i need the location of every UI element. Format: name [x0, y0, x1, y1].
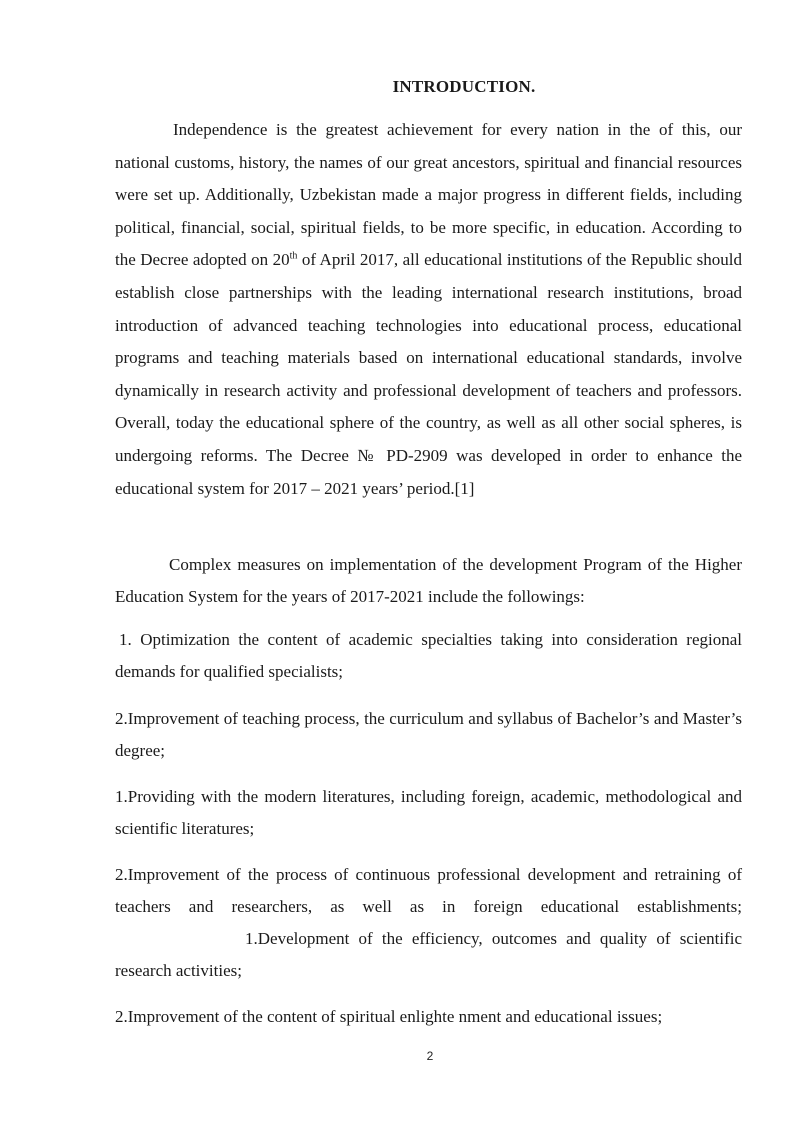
list-item: 1.Providing with the modern literatures, including foreign, academic, methodological and scientific literatures; [115, 787, 742, 838]
ordinal-superscript: th [289, 250, 298, 262]
page-title: INTRODUCTION. [392, 77, 536, 96]
paragraph-text-part-b: of April 2017, all educational institutions of the Republic should establish close partnerships with the leading international research institutions, broad introduction of advanced teaching technologies into educational process, educational programs and teaching materials based on international educational standards, involve dynamically in research activity and professional development of teachers and professors. Overall, today the educational sphere of the country, as well as all other social spheres, is undergoing reforms. The Decree № PD-2909 was developed in order to enhance the educational system for 2017 – 2021 years’ period.[1] [115, 250, 742, 498]
paragraph-text-part-a: Independence is the greatest achievement for every nation in the of this, our national customs, history, the names of our great ancestors, spiritual and financial resources were set up. Additionally, Uzbekistan made a major progress in different fields, including political, financial, social, spiritual fields, to be more specific, in education. According to the Decree adopted on 20 [115, 120, 742, 270]
list-item [115, 624, 742, 688]
list-item-text: 1.Development of the efficiency, outcomes and quality of scientific research activities; [115, 929, 742, 980]
paragraph-complex-measures: Complex measures on implementation of the development Program of the Higher Education System for the years of 2017-2021 include the followings: [115, 555, 742, 606]
paragraph-independence [115, 114, 742, 505]
list-item-group [115, 859, 742, 987]
list-item: 2.Improvement of the content of spiritual enlighte nment and educational issues; [115, 1007, 663, 1026]
page-number: 2 [426, 1049, 434, 1063]
list-item-text: 1. Optimization the content of academic specialties taking into consideration regional demands for qualified specialists; [115, 630, 742, 681]
list-item: 2.Improvement of teaching process, the curriculum and syllabus of Bachelor’s and Master’s degree; [115, 709, 742, 760]
list-item-text: 2.Improvement of the process of continuous professional development and retraining of teachers and researchers, as well as in foreign educational establishments; [115, 865, 742, 916]
